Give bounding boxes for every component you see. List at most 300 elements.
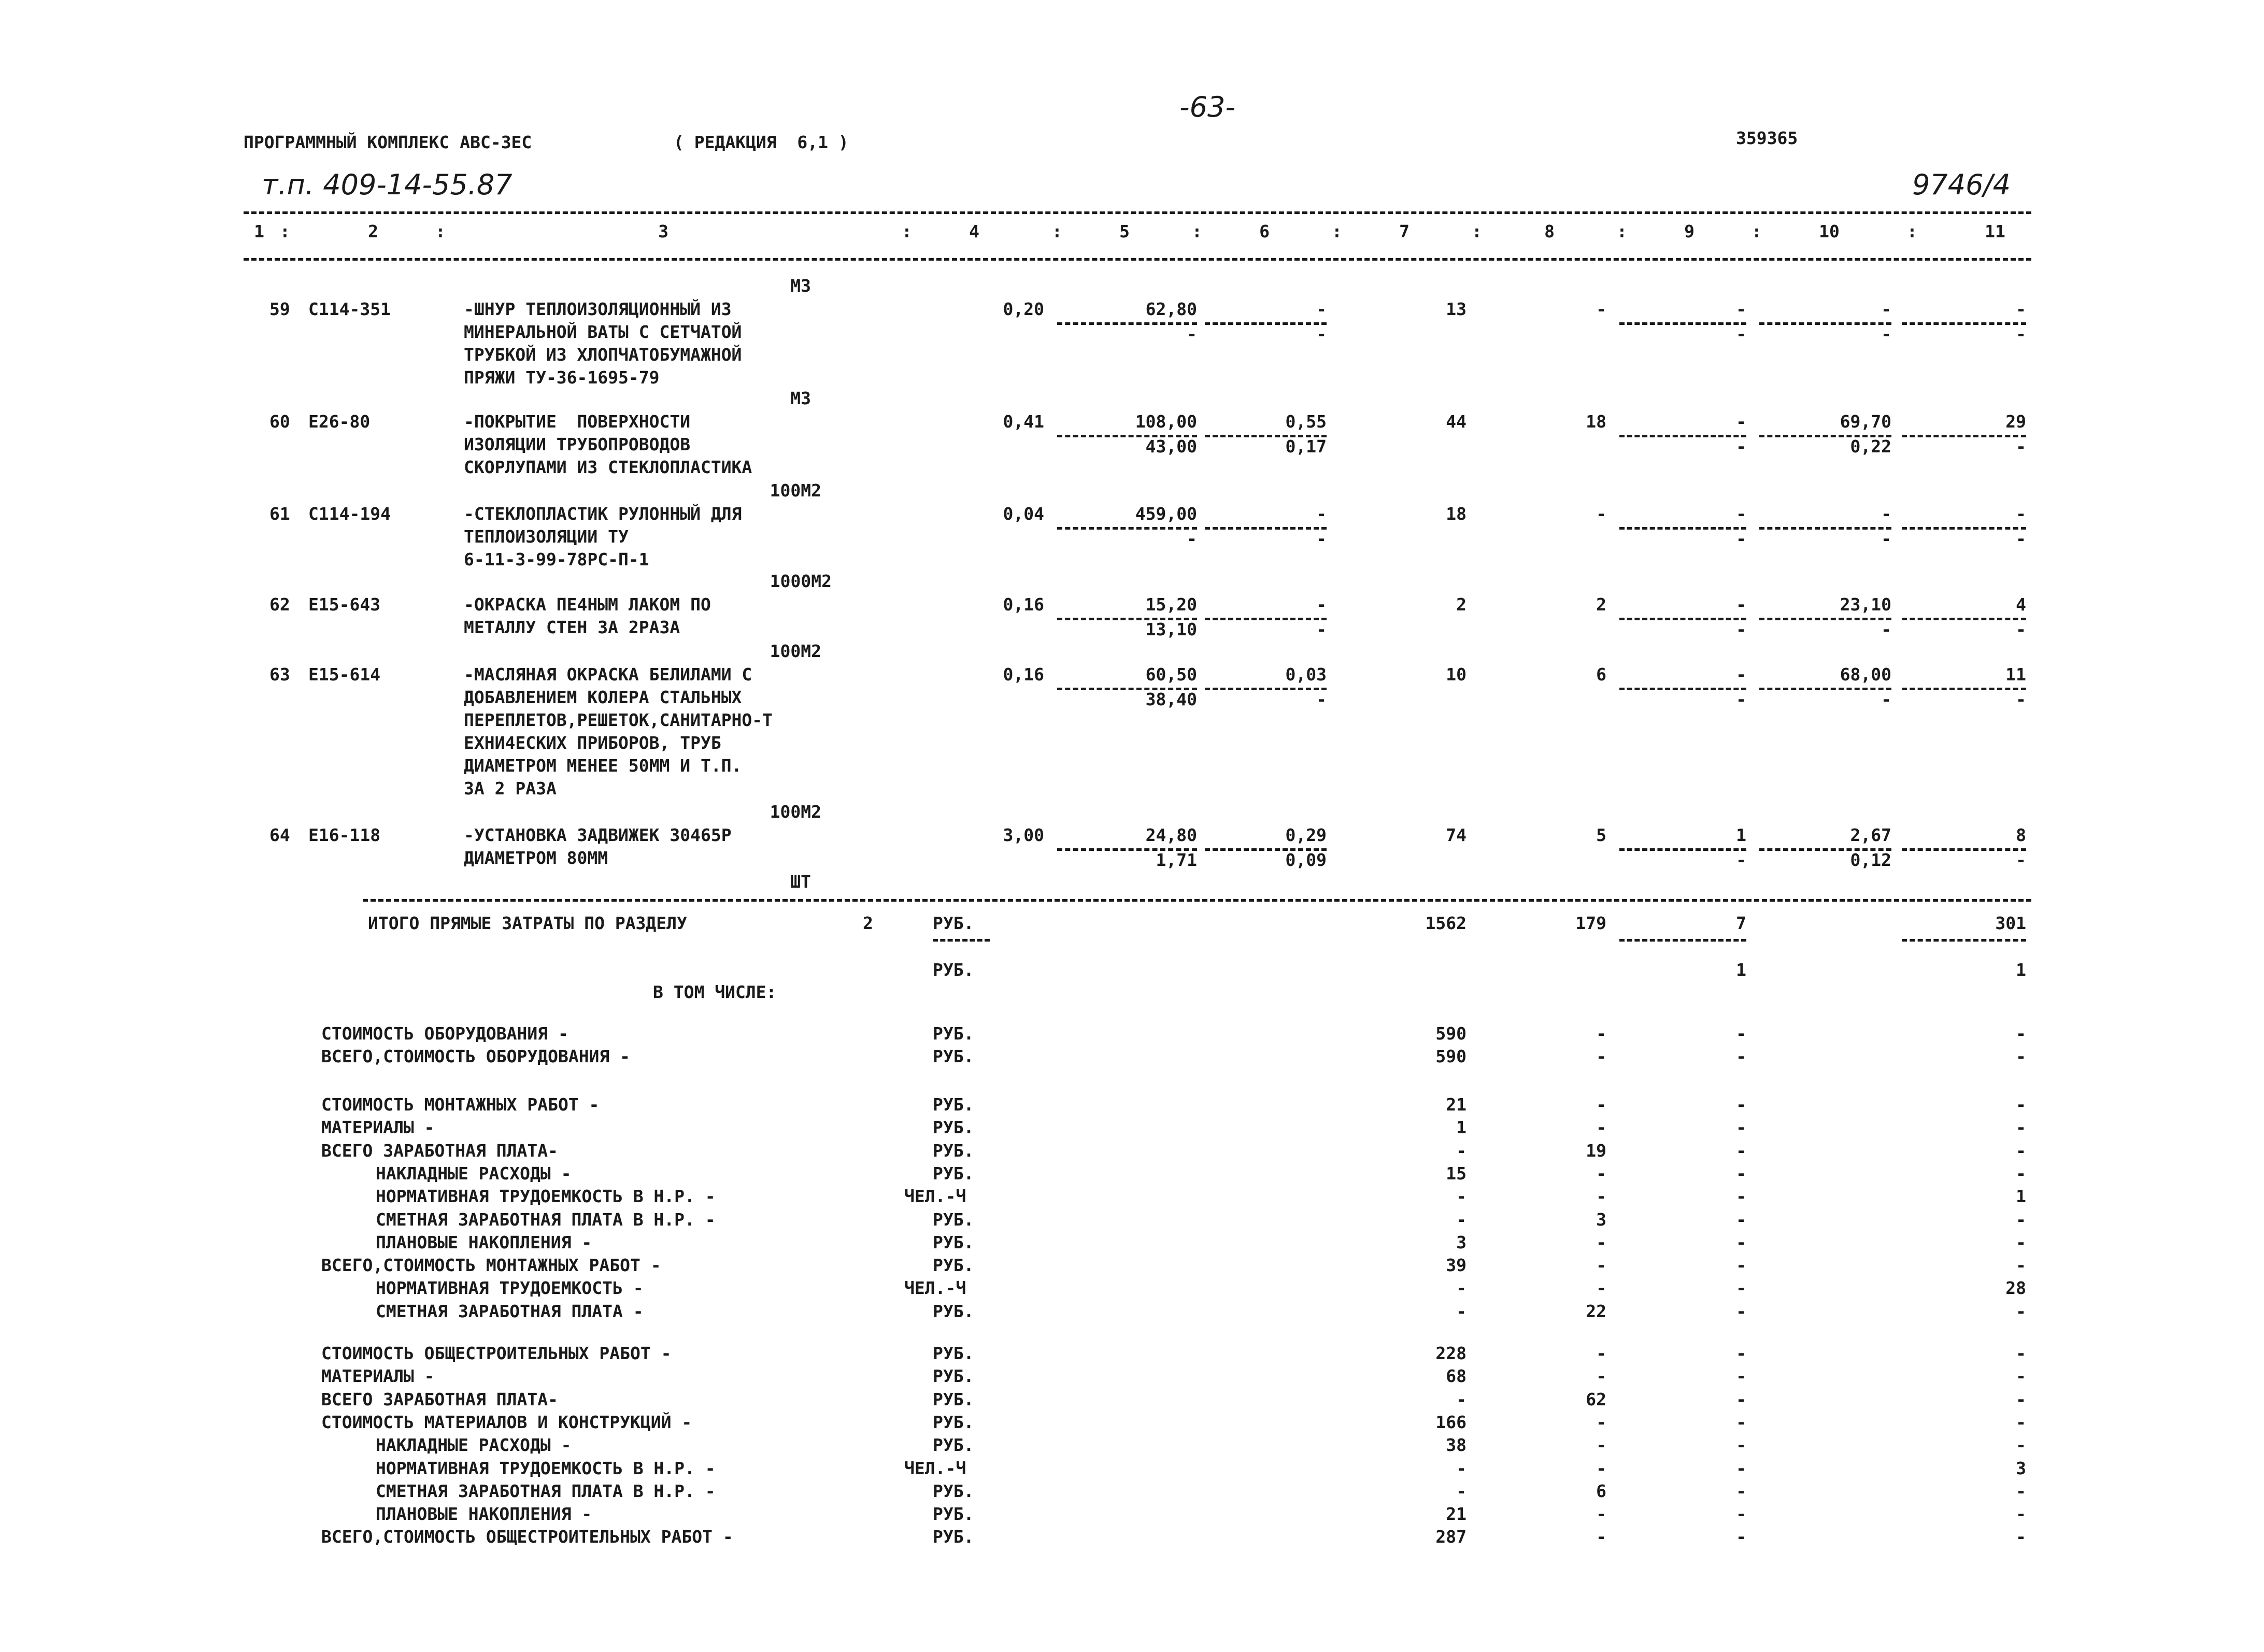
description-line: ДИАМЕТРОМ 80ММ [464, 848, 608, 868]
summary-salary-value: - [1596, 1343, 1606, 1363]
in-total-label: В ТОМ ЧИСЛЕ: [653, 982, 777, 1002]
summary-machine-value: - [1736, 1504, 1746, 1524]
column-number: 6 [1259, 221, 1270, 241]
description-line: -МАСЛЯНАЯ ОКРАСКА БЕЛИЛАМИ С [464, 664, 752, 685]
summary-unit: РУБ. [933, 1412, 974, 1432]
summary-labor-value: - [2016, 1163, 2026, 1184]
summary-unit: РУБ. [933, 1232, 974, 1252]
salary-value: 5 [1596, 825, 1606, 845]
column-separator: : [1472, 221, 1482, 241]
summary-cost-value: 38 [1446, 1435, 1466, 1455]
summary-label: НОРМАТИВНАЯ ТРУДОЕМКОСТЬ В Н.Р. - [376, 1458, 716, 1478]
summary-unit: ЧЕЛ.-Ч [904, 1186, 966, 1206]
edition-label: ( РЕДАКЦИЯ 6,1 ) [674, 132, 849, 152]
column-number: 3 [658, 221, 668, 241]
cell-divider [1619, 527, 1746, 530]
machine-sub-value: - [1736, 689, 1746, 709]
row-number: 63 [269, 664, 290, 685]
unit-salary-value: 0,03 [1285, 664, 1327, 685]
summary-cost-value: - [1456, 1481, 1466, 1501]
cell-divider [1759, 322, 1891, 325]
quantity-value: 0,16 [1003, 594, 1044, 615]
machine-sub-value: - [1736, 529, 1746, 549]
summary-label: ВСЕГО ЗАРАБОТНАЯ ПЛАТА- [321, 1141, 558, 1161]
summary-machine-value: - [1736, 1094, 1746, 1115]
summary-label: ВСЕГО ЗАРАБОТНАЯ ПЛАТА- [321, 1389, 558, 1409]
summary-unit: РУБ. [933, 1366, 974, 1386]
summary-salary-value: 3 [1596, 1209, 1606, 1230]
summary-label: СТОИМОСТЬ МОНТАЖНЫХ РАБОТ - [321, 1094, 600, 1115]
labor-total-value: 4 [2016, 594, 2026, 615]
summary-labor-value: - [2016, 1343, 2026, 1363]
total-cost-value: 44 [1446, 411, 1466, 432]
unit-cost-sub-value: - [1187, 324, 1197, 344]
summary-salary-value: - [1596, 1278, 1606, 1298]
summary-cost-value: - [1456, 1141, 1466, 1161]
column-number: 10 [1819, 221, 1840, 241]
summary-cost-value: 287 [1435, 1527, 1466, 1547]
page-number: -63- [1179, 91, 1235, 123]
column-number: 4 [969, 221, 979, 241]
labor-sub-value: 0,12 [1850, 850, 1891, 870]
unit-cost-sub-value: 38,40 [1145, 689, 1197, 709]
unit-salary-sub-value: - [1316, 324, 1327, 344]
header-rule-top [244, 211, 2031, 214]
unit-cost-value: 15,20 [1145, 594, 1197, 615]
summary-unit: РУБ. [933, 1435, 974, 1455]
summary-machine-value: - [1736, 1389, 1746, 1409]
description-line: 6-11-3-99-78РС-П-1 [464, 549, 649, 569]
row-number: 60 [269, 411, 290, 432]
quantity-value: 0,16 [1003, 664, 1044, 685]
salary-value: 2 [1596, 594, 1606, 615]
labor-value: - [1881, 504, 1891, 524]
summary-cost-value: 166 [1435, 1412, 1466, 1432]
summary-machine-value: - [1736, 1163, 1746, 1184]
labor-total-value: - [2016, 299, 2026, 319]
machine-value: - [1736, 504, 1746, 524]
column-number: 9 [1684, 221, 1695, 241]
summary-label: СТОИМОСТЬ МАТЕРИАЛОВ И КОНСТРУКЦИЙ - [321, 1412, 692, 1432]
summary-salary-value: - [1596, 1094, 1606, 1115]
labor-total-sub-value: - [2016, 689, 2026, 709]
total-cost-value: 74 [1446, 825, 1466, 845]
rate-code: Е15-614 [308, 664, 381, 685]
summary-cost-value: 21 [1446, 1094, 1466, 1115]
salary-value: 6 [1596, 664, 1606, 685]
cell-divider [1205, 322, 1327, 325]
unit-salary-sub-value: 0,17 [1285, 436, 1327, 457]
total-cost-value: 18 [1446, 504, 1466, 524]
column-separator: : [1907, 221, 1917, 241]
cell-divider [1619, 848, 1746, 851]
labor-total-value: - [2016, 504, 2026, 524]
cell-divider [1057, 322, 1197, 325]
description-line: -УСТАНОВКА ЗАДВИЖЕК 30465Р [464, 825, 732, 845]
total-unit: РУБ. [933, 960, 974, 980]
summary-label: СТОИМОСТЬ ОБОРУДОВАНИЯ - [321, 1023, 568, 1044]
machine-value: - [1736, 411, 1746, 432]
cell-divider [1759, 527, 1891, 530]
summary-label: НОРМАТИВНАЯ ТРУДОЕМКОСТЬ В Н.Р. - [376, 1186, 716, 1206]
summary-label: СМЕТНАЯ ЗАРАБОТНАЯ ПЛАТА В Н.Р. - [376, 1209, 716, 1230]
summary-unit: РУБ. [933, 1481, 974, 1501]
total-cost-value: 10 [1446, 664, 1466, 685]
summary-label: ВСЕГО,СТОИМОСТЬ ОБЩЕСТРОИТЕЛЬНЫХ РАБОТ - [321, 1527, 733, 1547]
unit-salary-sub-value: 0,09 [1285, 850, 1327, 870]
summary-unit: РУБ. [933, 1117, 974, 1137]
summary-labor-value: - [2016, 1141, 2026, 1161]
summary-cost-value: 590 [1435, 1046, 1466, 1066]
summary-salary-value: - [1596, 1232, 1606, 1252]
description-line: МЕТАЛЛУ СТЕН ЗА 2РАЗА [464, 617, 680, 637]
summary-salary-value: - [1596, 1046, 1606, 1066]
column-number: 5 [1119, 221, 1130, 241]
cell-divider [1902, 939, 2026, 942]
labor-sub-value: - [1881, 689, 1891, 709]
machine-value: - [1736, 299, 1746, 319]
total-label: ИТОГО ПРЯМЫЕ ЗАТРАТЫ ПО РАЗДЕЛУ [368, 913, 687, 933]
summary-machine-value: - [1736, 1458, 1746, 1478]
unit-salary-sub-value: - [1316, 619, 1327, 639]
summary-labor-value: - [2016, 1094, 2026, 1115]
description-line: ТЕПЛОИЗОЛЯЦИИ ТУ [464, 526, 629, 547]
row-number: 64 [269, 825, 290, 845]
summary-labor-value: - [2016, 1301, 2026, 1321]
cell-divider [1205, 527, 1327, 530]
labor-value: 68,00 [1840, 664, 1891, 685]
unit-label: М3 [790, 276, 811, 296]
summary-unit: РУБ. [933, 1141, 974, 1161]
summary-salary-value: 22 [1586, 1301, 1606, 1321]
description-line: -ШНУР ТЕПЛОИЗОЛЯЦИОННЫЙ ИЗ [464, 299, 732, 319]
quantity-value: 0,20 [1003, 299, 1044, 319]
cell-divider [1057, 527, 1197, 530]
cell-divider [1759, 688, 1891, 690]
summary-labor-value: - [2016, 1481, 2026, 1501]
summary-machine-value: - [1736, 1301, 1746, 1321]
labor-total-sub-value: - [2016, 436, 2026, 457]
summary-machine-value: - [1736, 1527, 1746, 1547]
total-unit: РУБ. [933, 913, 974, 933]
summary-machine-value: - [1736, 1343, 1746, 1363]
summary-salary-value: - [1596, 1117, 1606, 1137]
summary-unit: РУБ. [933, 1504, 974, 1524]
sheet-handwritten-number: 9746/4 [1912, 168, 2011, 201]
summary-unit: РУБ. [933, 1094, 974, 1115]
summary-cost-value: - [1456, 1278, 1466, 1298]
summary-unit: РУБ. [933, 1046, 974, 1066]
summary-labor-value: - [2016, 1435, 2026, 1455]
summary-salary-value: - [1596, 1458, 1606, 1478]
summary-machine-value: - [1736, 1209, 1746, 1230]
summary-labor-value: - [2016, 1412, 2026, 1432]
unit-salary-value: - [1316, 299, 1327, 319]
unit-divider [933, 939, 990, 942]
document-code: 359365 [1736, 128, 1798, 148]
column-separator: : [1192, 221, 1202, 241]
summary-salary-value: - [1596, 1255, 1606, 1275]
column-separator: : [1752, 221, 1762, 241]
description-line: ДОБАВЛЕНИЕМ КОЛЕРА СТАЛЬНЫХ [464, 687, 742, 707]
cell-divider [1619, 435, 1746, 437]
summary-machine-value: - [1736, 1255, 1746, 1275]
program-title: ПРОГРАММНЫЙ КОМПЛЕКС АВС-3ЕС [244, 132, 532, 152]
cell-divider [1619, 618, 1746, 620]
rate-code: Е15-643 [308, 594, 381, 615]
column-number: 11 [1985, 221, 2005, 241]
unit-cost-sub-value: 1,71 [1156, 850, 1197, 870]
total-cost-value: 2 [1456, 594, 1466, 615]
labor-sub-value: - [1881, 324, 1891, 344]
salary-value: - [1596, 299, 1606, 319]
column-separator: : [902, 221, 912, 241]
cell-divider [1619, 939, 1746, 942]
summary-unit: ЧЕЛ.-Ч [904, 1458, 966, 1478]
description-line: ИЗОЛЯЦИИ ТРУБОПРОВОДОВ [464, 434, 691, 454]
unit-label: ШТ [790, 872, 811, 892]
total-labor-sub-value: 1 [2016, 960, 2026, 980]
summary-salary-value: - [1596, 1412, 1606, 1432]
summary-labor-value: - [2016, 1527, 2026, 1547]
unit-cost-value: 60,50 [1145, 664, 1197, 685]
summary-cost-value: 68 [1446, 1366, 1466, 1386]
rate-code: С114-351 [308, 299, 391, 319]
total-salary-value: 179 [1575, 913, 1606, 933]
unit-label: 1000М2 [770, 571, 832, 591]
machine-sub-value: - [1736, 850, 1746, 870]
summary-labor-value: - [2016, 1117, 2026, 1137]
summary-labor-value: 1 [2016, 1186, 2026, 1206]
quantity-value: 0,41 [1003, 411, 1044, 432]
unit-label: 100М2 [770, 480, 821, 501]
unit-salary-value: 0,29 [1285, 825, 1327, 845]
header-rule-bottom [244, 258, 2031, 261]
summary-machine-value: - [1736, 1481, 1746, 1501]
summary-unit: РУБ. [933, 1163, 974, 1184]
summary-salary-value: 62 [1586, 1389, 1606, 1409]
description-line: ЕХНИ4ЕСКИХ ПРИБОРОВ, ТРУБ [464, 733, 721, 753]
unit-label: 100М2 [770, 641, 821, 661]
totals-rule [363, 899, 2031, 902]
column-number: 7 [1399, 221, 1409, 241]
column-separator: : [1617, 221, 1627, 241]
description-line: ПРЯЖИ ТУ-36-1695-79 [464, 367, 660, 388]
summary-machine-value: - [1736, 1117, 1746, 1137]
labor-value: 69,70 [1840, 411, 1891, 432]
summary-salary-value: - [1596, 1186, 1606, 1206]
machine-sub-value: - [1736, 436, 1746, 457]
summary-label: НАКЛАДНЫЕ РАСХОДЫ - [376, 1163, 572, 1184]
unit-cost-sub-value: 13,10 [1145, 619, 1197, 639]
tp-handwritten-number: т.п. 409-14-55.87 [262, 168, 512, 201]
summary-machine-value: - [1736, 1186, 1746, 1206]
description-line: МИНЕРАЛЬНОЙ ВАТЫ С СЕТЧАТОЙ [464, 322, 742, 342]
summary-cost-value: 228 [1435, 1343, 1466, 1363]
summary-salary-value: - [1596, 1163, 1606, 1184]
summary-label: СМЕТНАЯ ЗАРАБОТНАЯ ПЛАТА - [376, 1301, 644, 1321]
summary-cost-value: - [1456, 1209, 1466, 1230]
column-separator: : [280, 221, 290, 241]
summary-label: СМЕТНАЯ ЗАРАБОТНАЯ ПЛАТА В Н.Р. - [376, 1481, 716, 1501]
summary-unit: РУБ. [933, 1389, 974, 1409]
unit-salary-value: - [1316, 594, 1327, 615]
unit-label: М3 [790, 388, 811, 408]
cell-divider [1902, 688, 2026, 690]
labor-total-sub-value: - [2016, 619, 2026, 639]
summary-cost-value: - [1456, 1458, 1466, 1478]
total-cost-value: 13 [1446, 299, 1466, 319]
summary-machine-value: - [1736, 1023, 1746, 1044]
machine-value: - [1736, 664, 1746, 685]
summary-salary-value: - [1596, 1023, 1606, 1044]
summary-cost-value: 39 [1446, 1255, 1466, 1275]
labor-total-value: 8 [2016, 825, 2026, 845]
summary-salary-value: - [1596, 1435, 1606, 1455]
labor-sub-value: 0,22 [1850, 436, 1891, 457]
unit-cost-value: 108,00 [1135, 411, 1197, 432]
summary-labor-value: - [2016, 1504, 2026, 1524]
description-line: -ОКРАСКА ПЕ4НЫМ ЛАКОМ ПО [464, 594, 711, 615]
summary-unit: РУБ. [933, 1343, 974, 1363]
summary-salary-value: 19 [1586, 1141, 1606, 1161]
cell-divider [1759, 618, 1891, 620]
cell-divider [1902, 618, 2026, 620]
description-line: ТРУБКОЙ ИЗ ХЛОПЧАТОБУМАЖНОЙ [464, 345, 742, 365]
summary-machine-value: - [1736, 1232, 1746, 1252]
unit-label: 100М2 [770, 802, 821, 822]
machine-sub-value: - [1736, 324, 1746, 344]
summary-machine-value: - [1736, 1046, 1746, 1066]
summary-cost-value: - [1456, 1389, 1466, 1409]
summary-label: МАТЕРИАЛЫ - [321, 1117, 435, 1137]
unit-cost-value: 62,80 [1145, 299, 1197, 319]
summary-machine-value: - [1736, 1141, 1746, 1161]
unit-cost-value: 24,80 [1145, 825, 1197, 845]
summary-unit: РУБ. [933, 1209, 974, 1230]
summary-unit: РУБ. [933, 1301, 974, 1321]
column-separator: : [435, 221, 446, 241]
unit-salary-sub-value: - [1316, 529, 1327, 549]
summary-unit: РУБ. [933, 1255, 974, 1275]
summary-labor-value: - [2016, 1046, 2026, 1066]
column-number: 2 [368, 221, 378, 241]
row-number: 59 [269, 299, 290, 319]
unit-cost-value: 459,00 [1135, 504, 1197, 524]
description-line: -ПОКРЫТИЕ ПОВЕРХНОСТИ [464, 411, 691, 432]
summary-salary-value: - [1596, 1527, 1606, 1547]
cell-divider [1205, 618, 1327, 620]
salary-value: 18 [1586, 411, 1606, 432]
quantity-value: 3,00 [1003, 825, 1044, 845]
summary-label: ПЛАНОВЫЕ НАКОПЛЕНИЯ - [376, 1504, 592, 1524]
summary-labor-value: 28 [2005, 1278, 2026, 1298]
row-number: 62 [269, 594, 290, 615]
summary-salary-value: - [1596, 1366, 1606, 1386]
machine-value: 1 [1736, 825, 1746, 845]
labor-total-value: 29 [2005, 411, 2026, 432]
labor-total-sub-value: - [2016, 529, 2026, 549]
cell-divider [1902, 322, 2026, 325]
labor-total-value: 11 [2005, 664, 2026, 685]
rate-code: С114-194 [308, 504, 391, 524]
unit-salary-sub-value: - [1316, 689, 1327, 709]
machine-sub-value: - [1736, 619, 1746, 639]
summary-machine-value: - [1736, 1412, 1746, 1432]
summary-label: МАТЕРИАЛЫ - [321, 1366, 435, 1386]
description-line: -СТЕКЛОПЛАСТИК РУЛОННЫЙ ДЛЯ [464, 504, 742, 524]
summary-labor-value: 3 [2016, 1458, 2026, 1478]
labor-total-sub-value: - [2016, 850, 2026, 870]
description-line: ЗА 2 РАЗА [464, 778, 557, 799]
summary-unit: РУБ. [933, 1527, 974, 1547]
rate-code: Е26-80 [308, 411, 371, 432]
cell-divider [1902, 527, 2026, 530]
summary-labor-value: - [2016, 1209, 2026, 1230]
summary-unit: ЧЕЛ.-Ч [904, 1278, 966, 1298]
cell-divider [1619, 322, 1746, 325]
summary-salary-value: 6 [1596, 1481, 1606, 1501]
row-number: 61 [269, 504, 290, 524]
summary-cost-value: 15 [1446, 1163, 1466, 1184]
summary-label: ПЛАНОВЫЕ НАКОПЛЕНИЯ - [376, 1232, 592, 1252]
cell-divider [1619, 688, 1746, 690]
summary-cost-value: 590 [1435, 1023, 1466, 1044]
total-cost-value: 1562 [1425, 913, 1466, 933]
description-line: ПЕРЕПЛЕТОВ,РЕШЕТОК,САНИТАРНО-Т [464, 710, 773, 730]
cell-divider [1902, 435, 2026, 437]
labor-value: 23,10 [1840, 594, 1891, 615]
column-separator: : [1332, 221, 1342, 241]
summary-cost-value: 3 [1456, 1232, 1466, 1252]
summary-machine-value: - [1736, 1435, 1746, 1455]
cell-divider [1902, 848, 2026, 851]
cell-divider [1205, 688, 1327, 690]
summary-label: СТОИМОСТЬ ОБЩЕСТРОИТЕЛЬНЫХ РАБОТ - [321, 1343, 672, 1363]
quantity-value: 0,04 [1003, 504, 1044, 524]
summary-cost-value: - [1456, 1186, 1466, 1206]
total-section: 2 [863, 913, 873, 933]
summary-label: ВСЕГО,СТОИМОСТЬ МОНТАЖНЫХ РАБОТ - [321, 1255, 661, 1275]
summary-machine-value: - [1736, 1366, 1746, 1386]
salary-value: - [1596, 504, 1606, 524]
labor-sub-value: - [1881, 529, 1891, 549]
total-machine-value: 7 [1736, 913, 1746, 933]
labor-value: - [1881, 299, 1891, 319]
summary-label: НОРМАТИВНАЯ ТРУДОЕМКОСТЬ - [376, 1278, 644, 1298]
summary-cost-value: 21 [1446, 1504, 1466, 1524]
total-machine-sub-value: 1 [1736, 960, 1746, 980]
unit-cost-sub-value: 43,00 [1145, 436, 1197, 457]
rate-code: Е16-118 [308, 825, 381, 845]
column-number: 8 [1544, 221, 1555, 241]
description-line: СКОРЛУПАМИ ИЗ СТЕКЛОПЛАСТИКА [464, 457, 752, 477]
total-labor-value: 301 [1995, 913, 2026, 933]
unit-salary-value: - [1316, 504, 1327, 524]
description-line: ДИАМЕТРОМ МЕНЕЕ 50ММ И Т.П. [464, 756, 742, 776]
machine-value: - [1736, 594, 1746, 615]
summary-cost-value: - [1456, 1301, 1466, 1321]
column-separator: : [1052, 221, 1062, 241]
labor-value: 2,67 [1850, 825, 1891, 845]
summary-label: НАКЛАДНЫЕ РАСХОДЫ - [376, 1435, 572, 1455]
column-number: 1 [254, 221, 264, 241]
summary-labor-value: - [2016, 1023, 2026, 1044]
labor-total-sub-value: - [2016, 324, 2026, 344]
summary-labor-value: - [2016, 1366, 2026, 1386]
summary-label: ВСЕГО,СТОИМОСТЬ ОБОРУДОВАНИЯ - [321, 1046, 631, 1066]
summary-machine-value: - [1736, 1278, 1746, 1298]
